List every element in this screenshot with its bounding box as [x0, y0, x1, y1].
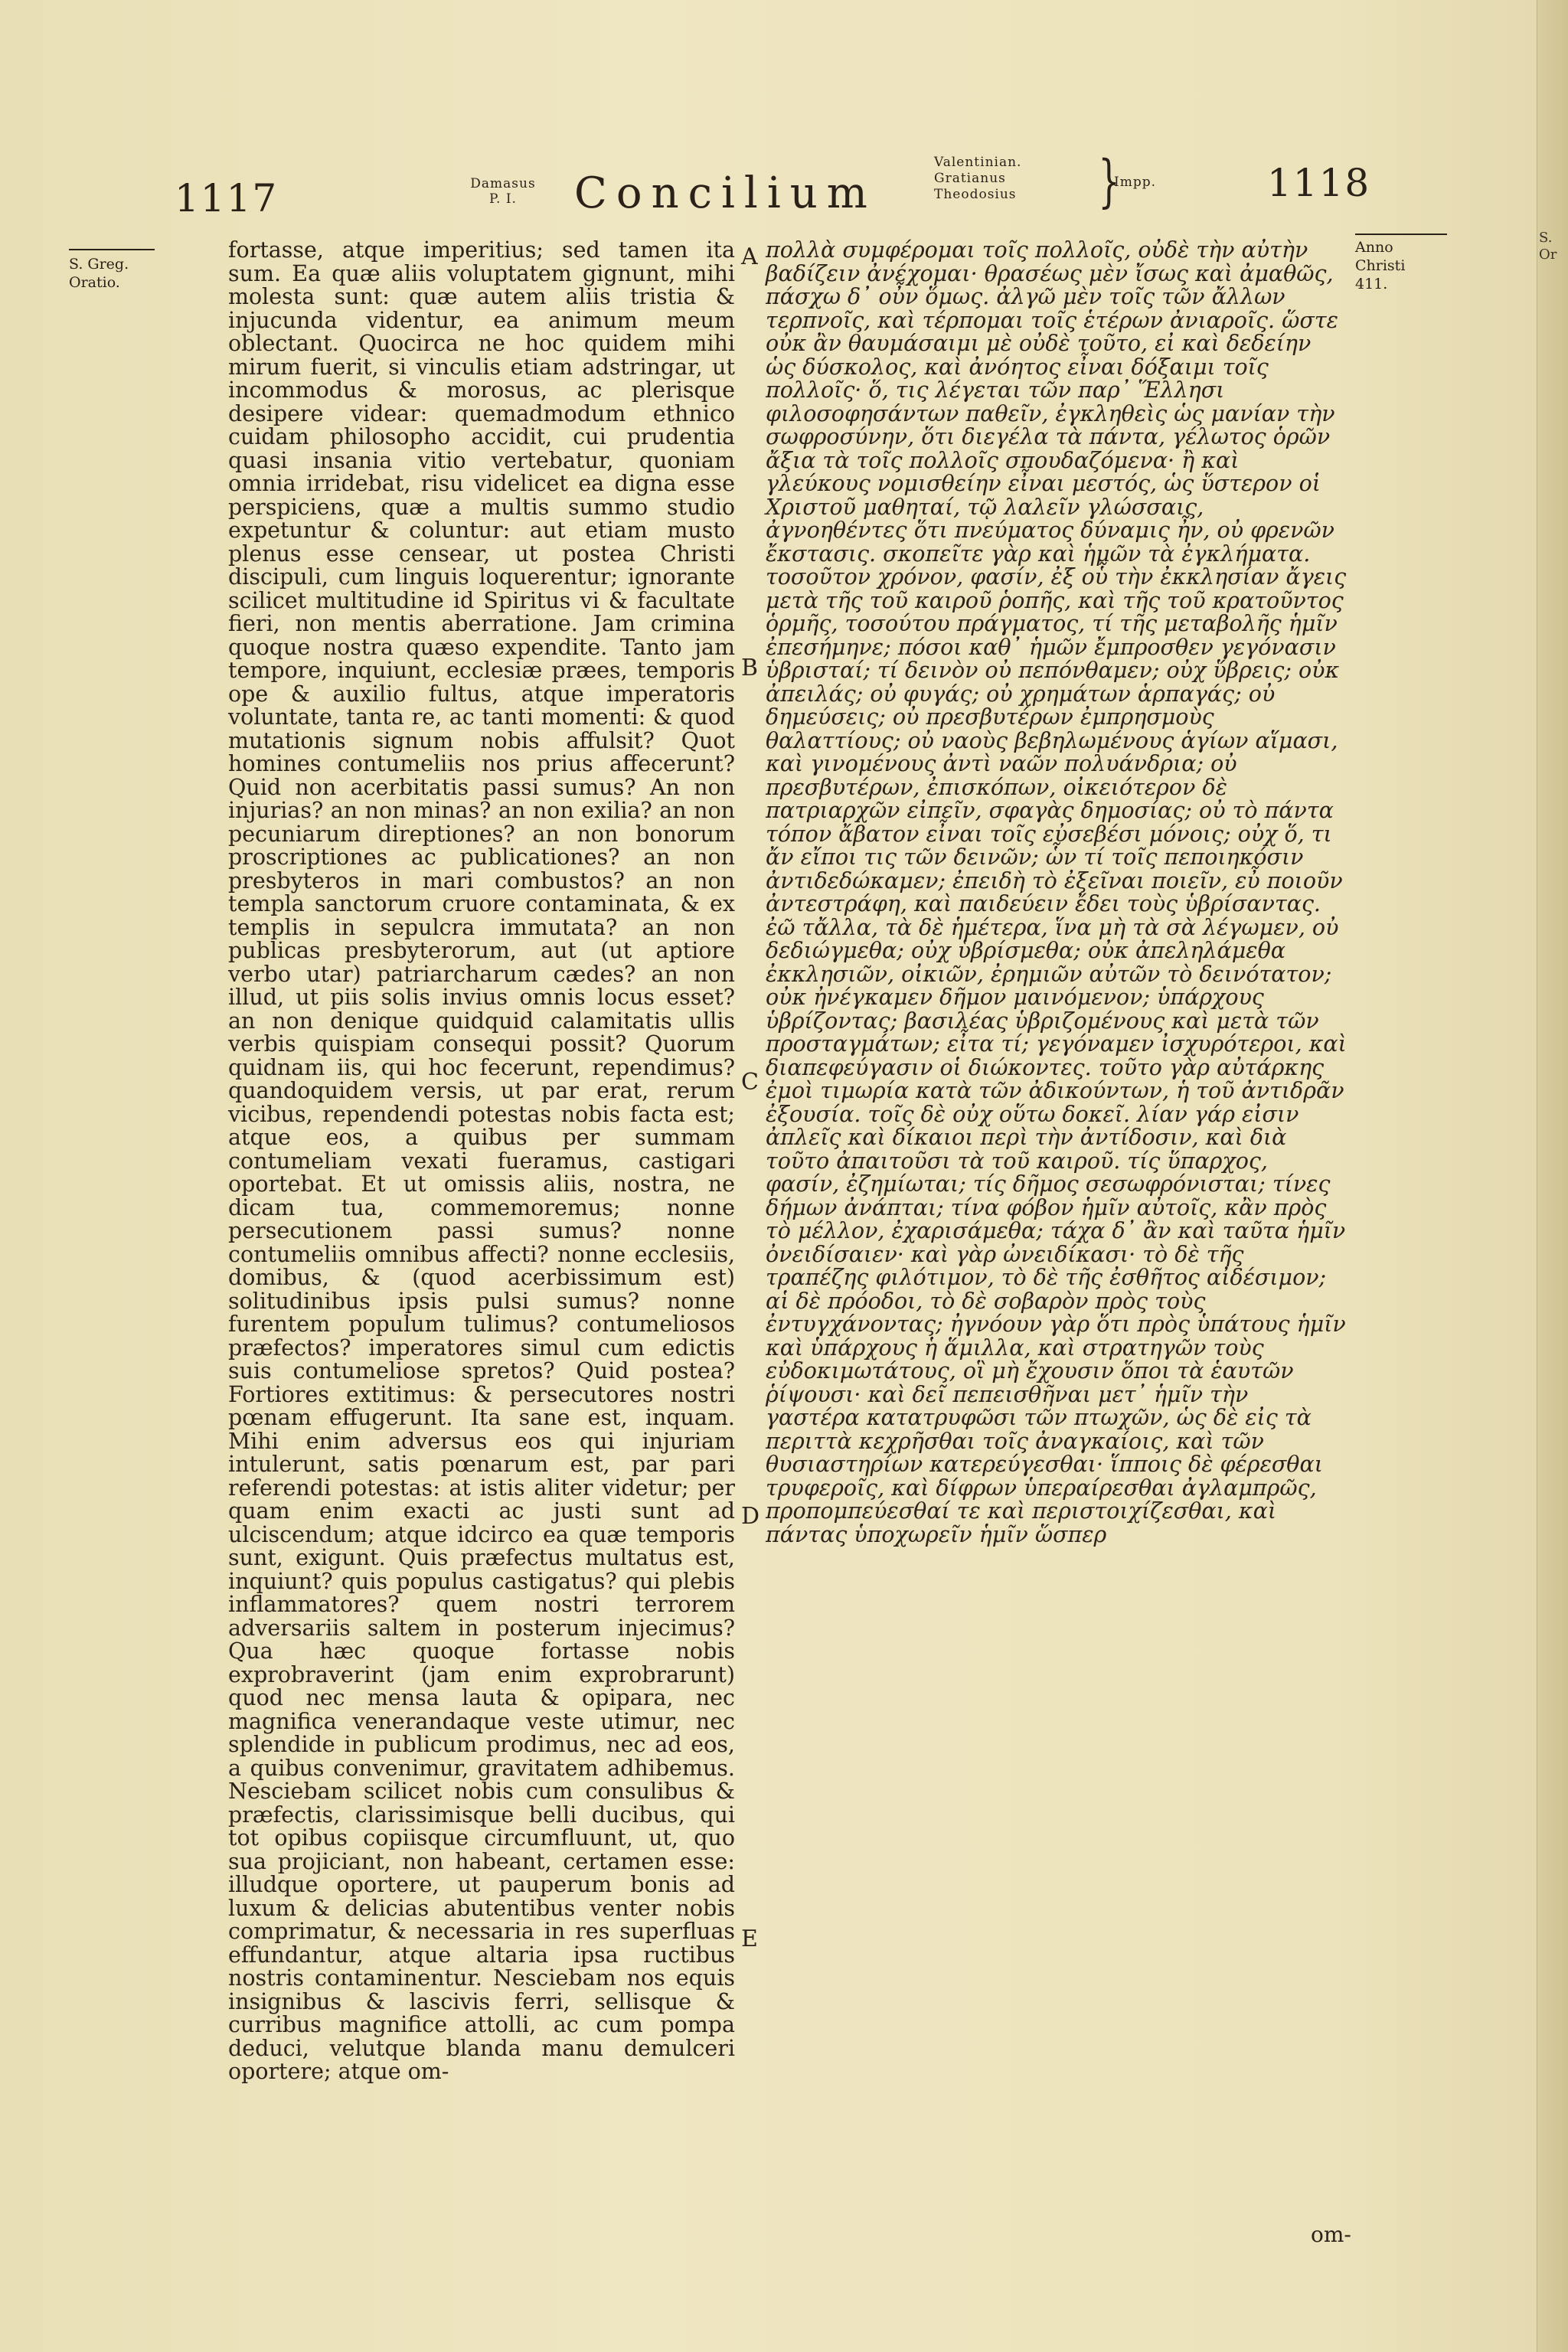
header-emperor-1: Valentinian. [934, 155, 1022, 170]
header-pope-title: P. I. [489, 191, 517, 207]
section-letter-e: E [741, 1926, 758, 1952]
latin-column [228, 239, 735, 2084]
margin-rule-right [1355, 234, 1447, 235]
section-letter-c: C [741, 1069, 759, 1096]
running-header [0, 145, 1537, 230]
latin-text: fortasse, atque imperitius; sed tamen ita sum. Ea quæ aliis voluptatem gignunt, mihi molesta sunt: quæ autem aliis tristia & injucunda videntur, ea animum meum oblectant. Quocirca ne hoc quidem mihi mirum fuerit, si vinculis etiam adstringar, ut incommodus & morosus, ac plerisque desipere videar: quemadmodum ethnico cuidam philosopho accidit, cui prudentia quasi insania vitio vertebatur, quoniam omnia irridebat, risu videlicet ea digna esse perspiciens, quæ a multis summo studio expetuntur & coluntur: aut etiam musto plenus esse censear, ut postea Christi discipuli, cum linguis loquerentur; ignorante scilicet multitudine id Spiritus vi & facultate fieri, non mentis aberratione. Jam crimina quoque nostra quæso expendite. Tanto jam tempore, inquiunt, ecclesiæ præes, temporis ope & auxilio fultus, atque imperatoris voluntate, tanta re, ac tanti momenti: & quod mutationis signum nobis affulsit? Quot homines contumeliis nos prius affecerunt? Quid non acerbitatis passi sumus? An non injurias? an non minas? an non exilia? an non pecuniarum direptiones? an non bonorum proscriptiones ac publicationes? an non presbyteros in mari combustos? an non templa sanctorum cruore contaminata, & ex templis in sepulcra immutata? an non publicas presbyterorum, aut (ut aptiore verbo utar) patriarcharum cædes? an non illud, ut piis solis invius omnis locus esset? an non denique quidquid calamitatis ullis verbis quispiam consequi possit? Quorum quidnam iis, qui hoc fecerunt, rependimus? quandoquidem versis, ut par erat, rerum vicibus, rependendi potestas nobis facta est; atque eos, a quibus per summam contumeliam vexati fueramus, castigari oportebat. Et ut omissis aliis, nostra, ne dicam tua, commemoremus; nonne persecutionem passi sumus? nonne contumeliis omnibus affecti? nonne ecclesiis, domibus, & (quod acerbissimum est) solitudinibus ipsis pulsi sumus? nonne furentem populum tulimus? contumeliosos præfectos? imperatores simul cum edictis suis contumeliose spretos? Quid postea? Fortiores extitimus: & persecutores nostri pœnam effugerunt. Ita sane est, inquam. Mihi enim adversus eos qui injuriam intulerunt, satis pœnarum est, par pari referendi potestas: at istis aliter videtur; per quam enim exacti ac justi sunt ad ulciscendum; atque idcirco ea quæ temporis sunt, exigunt. Quis præfectus multatus est, inquiunt? quis populus castigatus? qui plebis inflammatores? quem nostri terrorem adversariis saltem in posterum injecimus? Qua hæc quoque fortasse nobis exprobraverint (jam enim exprobrarunt) quod nec mensa lauta & opipara, nec magnifica venerandaque veste utimur, nec splendide in publicum prodimus, nec ad eos, a quibus convenimur, gravitatem adhibemus. Nesciebam scilicet nobis cum consulibus & præfectis, clarissimisque belli ducibus, qui tot opibus copiisque circumfluunt, ut, quo sua projiciant, non habeant, certamen esse: illudque oportere, ut pauperum bonis ad luxum & delicias abutentibus venter nobis comprimatur, & necessaria in res superfluas effundantur, atque altaria ipsa ructibus nostris contaminentur. Nesciebam nos equis insignibus & lascivis ferri, sellisque & curribus magnifice attolli, ac cum pompa deduci, velutque blanda manu demulceri oportere; atque om- [228, 237, 735, 2084]
greek-text: πολλὰ συμφέρομαι τοῖς πολλοῖς, οὐδὲ τὴν αὐτὴν βαδίζειν ἀνέχομαι· θρασέως μὲν ἴσως καὶ ἀμαθῶς, πάσχω δ᾽ οὖν ὅμως. ἀλγῶ μὲν τοῖς τῶν ἄλλων τερπνοῖς, καὶ τέρπομαι τοῖς ἑτέρων ἀνιαροῖς. ὥστε οὐκ ἂν θαυμάσαιμι μὲ οὐδὲ τοῦτο, εἰ καὶ δεδείην ὡς δύσκολος, καὶ ἀνόητος εἶναι δόξαιμι τοῖς πολλοῖς· ὅ, τις λέγεται τῶν παρ᾽ Ἕλλησι φιλοσοφησάντων παθεῖν, ἐγκληθεὶς ὡς μανίαν τὴν σωφροσύνην, ὅτι διεγέλα τὰ πάντα, γέλωτος ὁρῶν ἄξια τὰ τοῖς πολλοῖς σπουδαζόμενα· ἢ καὶ γλεύκους νομισθείην εἶναι μεστός, ὡς ὕστερον οἱ Χριστοῦ μαθηταί, τῷ λαλεῖν γλώσσαις, ἀγνοηθέντες ὅτι πνεύματος δύναμις ἦν, οὐ φρενῶν ἔκστασις. σκοπεῖτε γὰρ καὶ ἡμῶν τὰ ἐγκλήματα. τοσοῦτον χρόνον, φασίν, ἐξ οὗ τὴν ἐκκλησίαν ἄγεις μετὰ τῆς τοῦ καιροῦ ῥοπῆς, καὶ τῆς τοῦ κρατοῦντος ὁρμῆς, τοσούτου πράγματος, τί τῆς μεταβολῆς ἡμῖν ἐπεσήμηνε; πόσοι καθ᾽ ἡμῶν ἔμπροσθεν γεγόνασιν ὑβρισταί; τί δεινὸν οὐ πεπόνθαμεν; οὐχ ὕβρεις; οὐκ ἀπειλάς; οὐ φυγάς; οὐ χρημάτων ἁρπαγάς; οὐ δημεύσεις; οὐ πρεσβυτέρων ἐμπρησμοὺς θαλαττίους; οὐ ναοὺς βεβηλωμένους ἁγίων αἵμασι, καὶ γινομένους ἀντὶ ναῶν πολυάνδρια; οὐ πρεσβυτέρων, ἐπισκόπων, οἰκειότερον δὲ πατριαρχῶν εἰπεῖν, σφαγὰς δημοσίας; οὐ τὸ πάντα τόπον ἄβατον εἶναι τοῖς εὐσεβέσι μόνοις; οὐχ ὅ, τι ἄν εἴποι τις τῶν δεινῶν; ὧν τί τοῖς πεποιηκόσιν ἀντιδεδώκαμεν; ἐπειδὴ τὸ ἐξεῖναι ποιεῖν, εὖ ποιοῦν ἀντεστράφη, καὶ παιδεύειν ἔδει τοὺς ὑβρίσαντας. ἐῶ τἄλλα, τὰ δὲ ἡμέτερα, ἵνα μὴ τὰ σὰ λέγωμεν, οὐ δεδιώγμεθα; οὐχ ὑβρίσμεθα; οὐκ ἀπεληλάμεθα ἐκκλησιῶν, οἰκιῶν, ἐρημιῶν αὐτῶν τὸ δεινότατον; οὐκ ἠνέγκαμεν δῆμον μαινόμενον; ὑπάρχους ὑβρίζοντας; βασιλέας ὑβριζομένους καὶ μετὰ τῶν προσταγμάτων; εἶτα τί; γεγόναμεν ἰσχυρότεροι, καὶ διαπεφεύγασιν οἱ διώκοντες. τοῦτο γὰρ αὐτάρκης ἐμοὶ τιμωρία κατὰ τῶν ἀδικούντων, ἡ τοῦ ἀντιδρᾶν ἐξουσία. τοῖς δὲ οὐχ οὕτω δοκεῖ. λίαν γάρ εἰσιν ἀπλεῖς καὶ δίκαιοι περὶ τὴν ἀντίδοσιν, καὶ διὰ τοῦτο ἀπαιτοῦσι τὰ τοῦ καιροῦ. τίς ὕπαρχος, φασίν, ἐζημίωται; τίς δῆμος σεσωφρόνισται; τίνες δήμων ἀνάπται; τίνα φόβον ἡμῖν αὐτοῖς, κἂν πρὸς τὸ μέλλον, ἐχαρισάμεθα; τάχα δ᾽ ἂν καὶ ταῦτα ἡμῖν ὀνειδίσαιεν· καὶ γὰρ ὠνειδίκασι· τὸ δὲ τῆς τραπέζης φιλότιμον, τὸ δὲ τῆς ἐσθῆτος αἰδέσιμον; αἱ δὲ πρόοδοι, τὸ δὲ σοβαρὸν πρὸς τοὺς ἐντυγχάνοντας; ἠγνόουν γὰρ ὅτι πρὸς ὑπάτους ἡμῖν καὶ ὑπάρχους ἡ ἅμιλλα, καὶ στρατηγῶν τοὺς εὐδοκιμωτάτους, οἳ μὴ ἔχουσιν ὅποι τὰ ἑαυτῶν ῥίψουσι· καὶ δεῖ πεπεισθῆναι μετ᾽ ἡμῖν τὴν γαστέρα κατατρυφῶσι τῶν πτωχῶν, ὡς δὲ εἰς τὰ περιττὰ κεχρῆσθαι τοῖς ἀναγκαίοις, καὶ τῶν θυσιαστηρίων κατερεύγεσθαι· ἵπποις δὲ φέρεσθαι τρυφεροῖς, καὶ δίφρων ὑπεραίρεσθαι ἀγλαμπρῶς, προπομπεύεσθαί τε καὶ περιστοιχίζεσθαι, καὶ πάντας ὑποχωρεῖν ἡμῖν ὥσπερ [766, 237, 1347, 1547]
facing-page-note [1539, 230, 1566, 263]
section-letter-a: A [741, 243, 758, 270]
header-impp: Impp. [1114, 175, 1157, 190]
facing-page-note-line2: Or [1539, 247, 1557, 263]
catchword: om- [1311, 2222, 1351, 2247]
margin-note-right-line3: 411. [1355, 276, 1388, 292]
header-brace: } [1098, 149, 1120, 214]
margin-note-right [1355, 234, 1455, 293]
header-emperor-3: Theodosius [934, 187, 1017, 202]
margin-note-right-line1: Anno [1355, 239, 1393, 256]
header-emperor-2: Gratianus [934, 171, 1006, 186]
header-pope-name: Damasus [470, 176, 536, 191]
greek-column [766, 239, 1348, 1547]
header-pope [469, 176, 537, 207]
section-letter-b: B [741, 655, 759, 681]
page-number-right: 1118 [1267, 161, 1371, 205]
facing-page-edge [1537, 0, 1568, 2352]
margin-note-right-line2: Christi [1355, 257, 1406, 274]
margin-rule-left [69, 249, 155, 250]
facing-page-note-line1: S. [1539, 230, 1553, 246]
margin-note-left [69, 249, 161, 292]
margin-note-left-line1: S. Greg. [69, 256, 129, 273]
section-letter-d: D [741, 1503, 760, 1530]
margin-note-left-line2: Oratio. [69, 274, 120, 291]
header-emperors [934, 155, 1021, 203]
header-title: Concilium [574, 168, 877, 218]
page-number-left: 1117 [175, 176, 279, 220]
